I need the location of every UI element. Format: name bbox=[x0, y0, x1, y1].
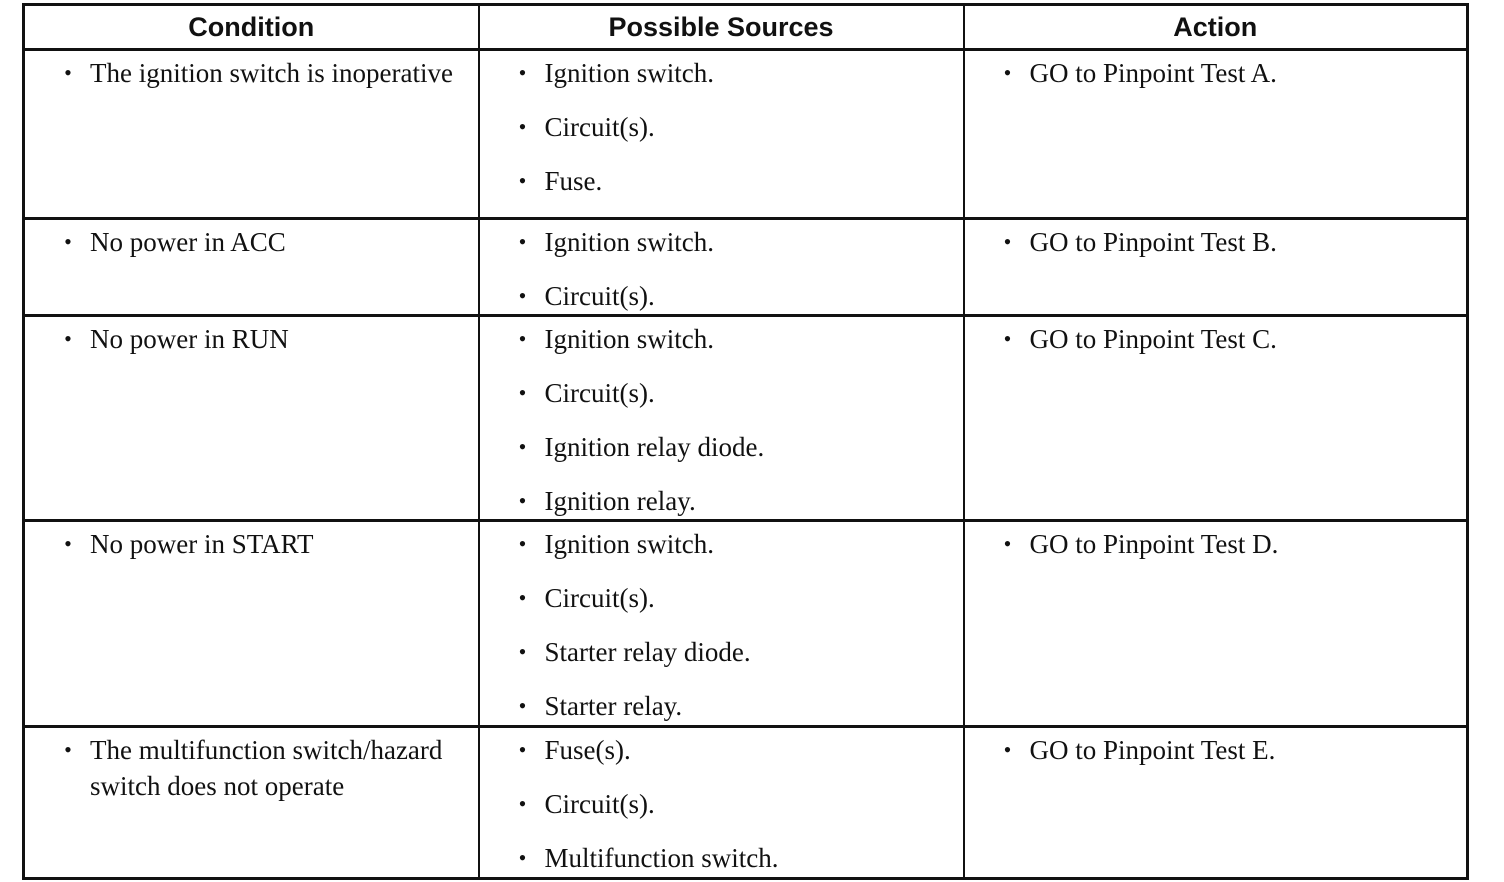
condition-cell bbox=[24, 50, 479, 219]
bullet-icon: • bbox=[518, 283, 527, 308]
bullet-icon: • bbox=[518, 737, 527, 762]
header-row bbox=[24, 5, 1468, 50]
header-condition: Condition bbox=[24, 5, 479, 50]
source-item: • Ignition relay. bbox=[480, 483, 963, 519]
bullet-icon: • bbox=[518, 531, 527, 556]
bullet-icon: • bbox=[518, 845, 527, 870]
bullet-icon: • bbox=[1003, 531, 1012, 556]
action-cell bbox=[964, 727, 1468, 879]
table-row bbox=[24, 727, 1468, 879]
source-item: • Circuit(s). bbox=[480, 109, 963, 163]
action-item: • GO to Pinpoint Test C. bbox=[965, 321, 1467, 357]
source-item: • Multifunction switch. bbox=[480, 840, 963, 876]
source-item: • Ignition switch. bbox=[480, 526, 963, 580]
bullet-icon: • bbox=[518, 791, 527, 816]
condition-item: • The ignition switch is inoperative bbox=[25, 55, 478, 91]
source-item: • Fuse(s). bbox=[480, 732, 963, 786]
bullet-icon: • bbox=[64, 60, 72, 85]
condition-item: • The multifunction switch/hazard switch does not operate bbox=[25, 732, 478, 804]
symptom-chart-table bbox=[22, 3, 1469, 880]
sources-cell bbox=[479, 219, 964, 316]
bullet-icon: • bbox=[1003, 60, 1012, 85]
sources-cell bbox=[479, 727, 964, 879]
condition-item: • No power in RUN bbox=[25, 321, 478, 357]
bullet-icon: • bbox=[1003, 326, 1012, 351]
source-item: • Ignition switch. bbox=[480, 321, 963, 375]
source-item: • Circuit(s). bbox=[480, 580, 963, 634]
bullet-icon: • bbox=[64, 326, 72, 351]
source-item: • Circuit(s). bbox=[480, 375, 963, 429]
sources-cell bbox=[479, 316, 964, 521]
bullet-icon: • bbox=[518, 168, 527, 193]
action-item: • GO to Pinpoint Test D. bbox=[965, 526, 1467, 562]
bullet-icon: • bbox=[518, 434, 527, 459]
header-possible-sources: Possible Sources bbox=[479, 5, 964, 50]
condition-item: • No power in START bbox=[25, 526, 478, 562]
sources-cell bbox=[479, 521, 964, 727]
bullet-icon: • bbox=[1003, 229, 1012, 254]
table-row bbox=[24, 316, 1468, 521]
action-item: • GO to Pinpoint Test A. bbox=[965, 55, 1467, 91]
condition-cell bbox=[24, 316, 479, 521]
diagnosis-table-container bbox=[22, 3, 1466, 880]
source-item: • Fuse. bbox=[480, 163, 963, 217]
source-item: • Circuit(s). bbox=[480, 278, 963, 314]
action-cell bbox=[964, 219, 1468, 316]
table-row bbox=[24, 521, 1468, 727]
bullet-icon: • bbox=[518, 326, 527, 351]
action-item: • GO to Pinpoint Test E. bbox=[965, 732, 1467, 768]
bullet-icon: • bbox=[518, 229, 527, 254]
bullet-icon: • bbox=[64, 531, 72, 556]
source-item: • Ignition switch. bbox=[480, 55, 963, 109]
source-item: • Ignition switch. bbox=[480, 224, 963, 278]
bullet-icon: • bbox=[518, 380, 527, 405]
bullet-icon: • bbox=[518, 639, 527, 664]
table-row bbox=[24, 219, 1468, 316]
condition-cell bbox=[24, 727, 479, 879]
bullet-icon: • bbox=[518, 693, 527, 718]
condition-cell bbox=[24, 521, 479, 727]
condition-cell bbox=[24, 219, 479, 316]
action-cell bbox=[964, 521, 1468, 727]
table-row bbox=[24, 50, 1468, 219]
action-item: • GO to Pinpoint Test B. bbox=[965, 224, 1467, 260]
condition-item: • No power in ACC bbox=[25, 224, 478, 260]
bullet-icon: • bbox=[518, 488, 527, 513]
action-cell bbox=[964, 50, 1468, 219]
source-item: • Starter relay. bbox=[480, 688, 963, 724]
sources-cell bbox=[479, 50, 964, 219]
bullet-icon: • bbox=[518, 114, 527, 139]
bullet-icon: • bbox=[518, 585, 527, 610]
source-item: • Ignition relay diode. bbox=[480, 429, 963, 483]
bullet-icon: • bbox=[64, 737, 72, 762]
source-item: • Starter relay diode. bbox=[480, 634, 963, 688]
bullet-icon: • bbox=[1003, 737, 1012, 762]
bullet-icon: • bbox=[64, 229, 72, 254]
bullet-icon: • bbox=[518, 60, 527, 85]
action-cell bbox=[964, 316, 1468, 521]
source-item: • Circuit(s). bbox=[480, 786, 963, 840]
header-action: Action bbox=[964, 5, 1468, 50]
